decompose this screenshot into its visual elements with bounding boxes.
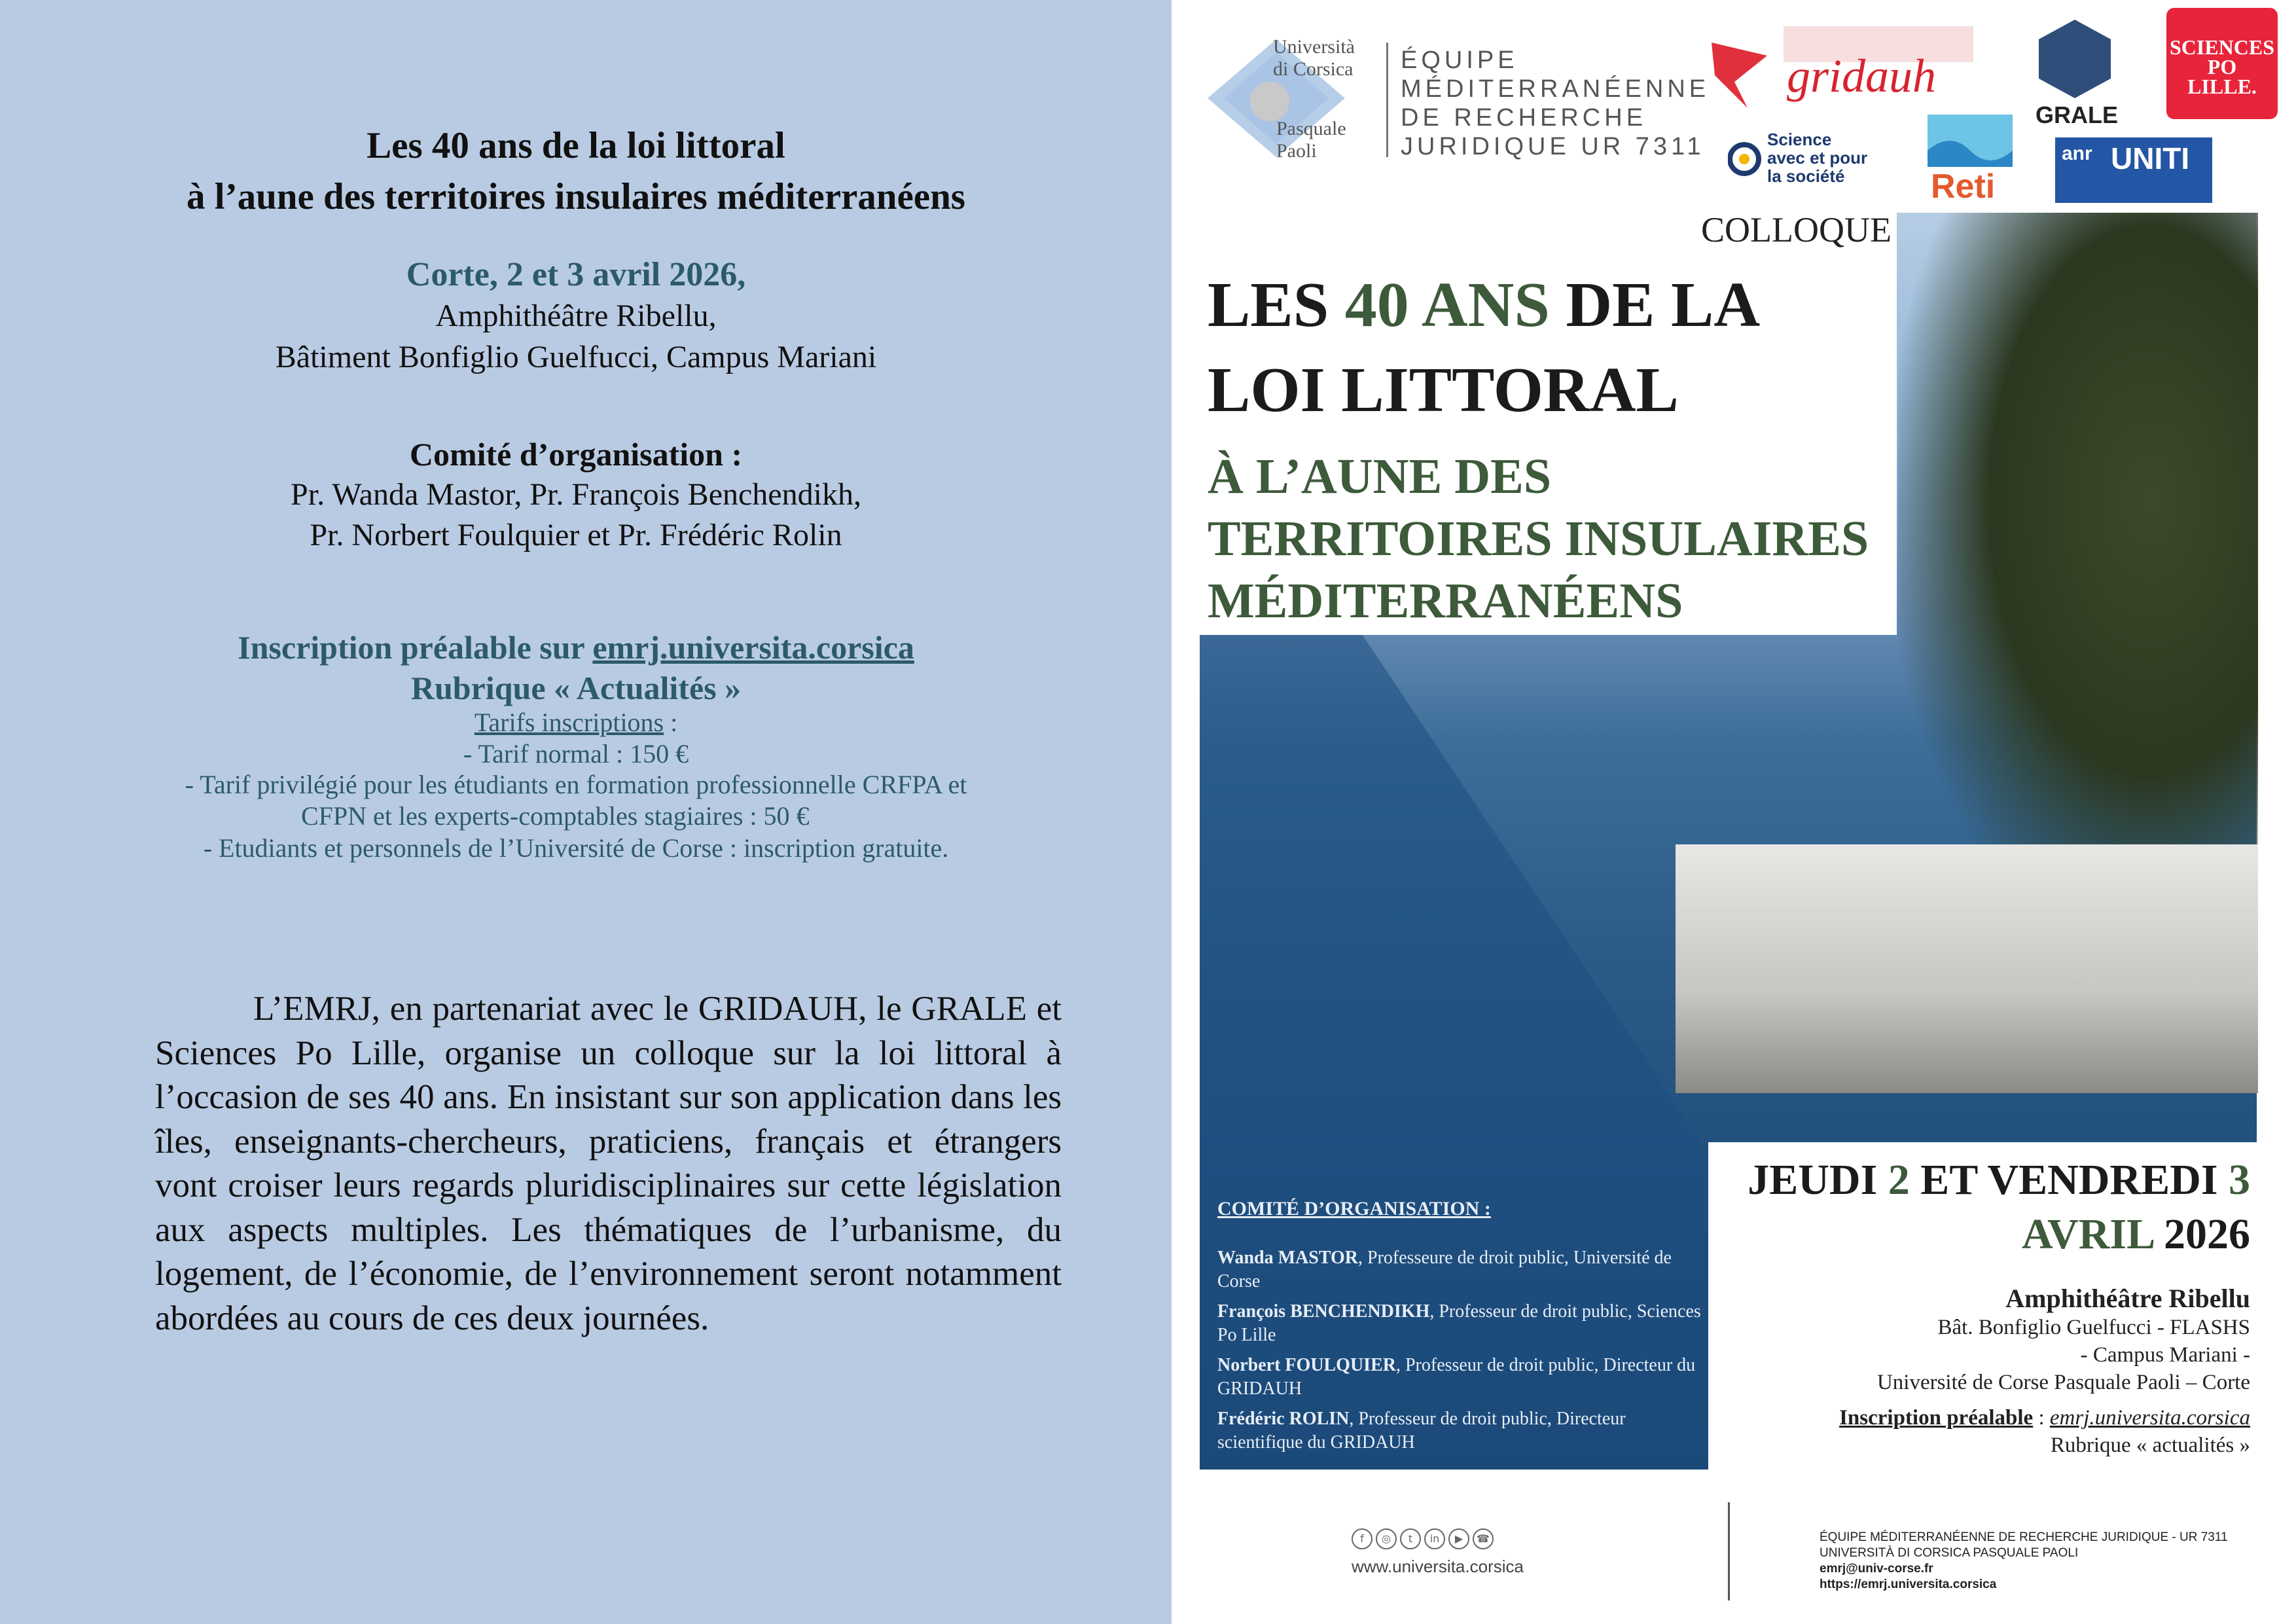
poster-subtitle-line2: TERRITOIRES INSULAIRES [1208,511,1869,566]
committee-heading: Comité d’organisation : [409,436,743,473]
poster-registration-link[interactable]: emrj.universita.corsica [2049,1406,2250,1430]
grale-hexagon-icon [2036,16,2114,101]
member-role: , Professeur de droit public, Directeur scientifique du GRIDAUH [1217,1409,1626,1453]
emrj-wordmark [1401,46,1710,161]
scpo-line3: LILLE. [2187,75,2257,98]
gridauh-text: gridauh [1787,50,1937,102]
committee-member [1217,1354,1702,1401]
footer-divider [1728,1502,1730,1600]
reti-logo [1924,111,2016,203]
footer-url[interactable]: https://emrj.universita.corsica [1820,1578,1997,1591]
date-part: 2 [1888,1156,1910,1204]
poster-committee [1217,1198,1702,1461]
venue-line1: Amphithéâtre Ribellu, [435,298,717,333]
event-date: Corte, 2 et 3 avril 2026, [406,256,746,293]
poster-subtitle-line3: MÉDITERRANÉENS [1208,573,1683,628]
rubrique-label: Rubrique « Actualités » [410,670,742,706]
poster-venue-title: Amphithéâtre Ribellu [2005,1284,2250,1313]
poster-registration [1715,1406,2250,1430]
date-line1 [1715,1155,2250,1205]
tarif-normal: - Tarif normal : 150 € [463,739,689,768]
sciences-po-lille-logo [2166,8,2278,119]
scpo-line1: SCIENCES [2169,35,2275,59]
registration-line [79,628,1073,666]
poster-registration-label: Inscription préalable [1839,1406,2034,1430]
page-title-line1: Les 40 ans de la loi littoral [367,125,785,166]
poster-title-line2: LOI LITTORAL [1208,355,1679,425]
date-part: 2026 [2153,1210,2250,1258]
date-line2 [1715,1210,2250,1259]
universita-text-top [1273,36,1355,81]
scpo-line2: PO [2207,55,2237,79]
title-part-c: DE LA [1549,270,1761,340]
poster-subtitle-line1: À L’AUNE DES [1208,449,1552,504]
poster-registration-sep: : [2033,1406,2050,1430]
member-name: Norbert FOULQUIER [1217,1355,1396,1375]
member-role: , Professeur de droit public, Sciences Po Lille [1217,1301,1701,1345]
univ-line1: Università [1273,36,1355,58]
uniti-text: UNITI [2111,141,2190,175]
colloque-label: COLLOQUE [1701,210,1892,249]
emr-line4: JURIDIQUE UR 7311 [1401,133,1705,160]
emr-line3: DE RECHERCHE [1401,104,1647,132]
logo-divider [1386,43,1388,157]
poster-venue-line2: Bât. Bonfiglio Guelfucci - FLASHS [1937,1316,2250,1339]
social-icons [1352,1528,1502,1555]
committee-line2: Pr. Norbert Foulquier et Pr. Frédéric Rolin [310,518,842,552]
poster-rubrique: Rubrique « actualités » [2050,1434,2250,1457]
science-line2: avec et pour [1767,148,1868,168]
twitter-icon[interactable]: t [1400,1528,1421,1549]
committee-line1: Pr. Wanda Mastor, Pr. François Benchendikh, [291,477,861,512]
universita-text-bottom [1276,118,1346,162]
tarif-privilegie-line2: CFPN et les experts-comptables stagiaires : 50 € [301,801,810,831]
date-part: AVRIL [2021,1210,2153,1258]
anr-uniti-logo [2055,137,2212,203]
venue-line2: Bâtiment Bonfiglio Guelfucci, Campus Mariani [275,340,877,374]
reti-text: Reti [1931,168,1996,203]
univ-line3: Pasquale [1276,118,1346,139]
linkedin-icon[interactable]: in [1424,1528,1445,1549]
tarifs-heading-text: Tarifs inscriptions [474,708,664,737]
tarifs-heading [79,707,1073,738]
tree-foliage [1898,213,2258,933]
title-part-b: 40 ANS [1344,270,1550,340]
registration-link[interactable]: emrj.universita.corsica [592,629,914,666]
gridauh-logo [1708,23,1977,115]
footer-website[interactable]: www.universita.corsica [1352,1557,1524,1576]
grale-text: GRALE [2036,101,2118,128]
tarif-privilegie-line1: - Tarif privilégié pour les étudiants en formation professionnelle CRFPA et [185,770,967,799]
registration-prefix: Inscription préalable sur [238,629,593,666]
footer-line1: ÉQUIPE MÉDITERRANÉENNE DE RECHERCHE JURIDIQUE - UR 7311 [1820,1530,2228,1544]
page-title-line2: à l’aune des territoires insulaires méditerranéens [187,176,965,217]
footer-line2: UNIVERSITÀ DI CORSICA PASQUALE PAOLI [1820,1546,2079,1560]
tarifs-colon: : [664,708,678,737]
science-avec-societe-logo [1728,128,1892,190]
poster-committee-heading: COMITÉ D’ORGANISATION : [1217,1198,1491,1219]
univ-line4: Paoli [1276,140,1317,162]
univ-line2: di Corsica [1273,58,1354,80]
tarif-gratuit: - Etudiants et personnels de l’Université de Corse : inscription gratuite. [203,833,949,863]
member-name: Frédéric ROLIN [1217,1409,1350,1429]
footer-email[interactable]: emrj@univ-corse.fr [1820,1562,1933,1576]
instagram-icon[interactable]: ◎ [1376,1528,1397,1549]
science-line3: la société [1767,166,1845,186]
science-line1: Science [1767,130,1832,149]
poster-venue-line3: - Campus Mariani - [2080,1343,2250,1367]
committee-member [1217,1246,1702,1293]
committee-member [1217,1300,1702,1347]
member-name: François BENCHENDIKH [1217,1301,1430,1322]
member-role: , Professeure de droit public, Université de Corse [1217,1248,1672,1291]
facebook-icon[interactable]: f [1352,1528,1372,1549]
date-part: ET VENDREDI [1909,1156,2229,1204]
anr-text: anr [2062,143,2092,164]
youtube-icon[interactable]: ▶ [1448,1528,1469,1549]
poster-title-line1 [1208,268,1760,342]
phone-icon[interactable]: ☎ [1473,1528,1494,1549]
description-paragraph: L’EMRJ, en partenariat avec le GRIDAUH, le GRALE et Sciences Po Lille, organise un colloque sur la loi littoral à l’occasion de ses 40 ans. En insistant sur son application dans les îles, enseignants-chercheurs, praticiens, français et étrangers vont croiser leurs regards pluridisciplinaires sur cette législation aux aspects multiples. Les thématiques de l’urbanisme, du logement, de l’économie, de l’environnement seront notamment abordées au cours de ces deux journées. [155,990,1062,1337]
emr-line2: MÉDITERRANÉENNE [1401,75,1710,103]
poster-venue-line4: Université de Corse Pasquale Paoli – Corte [1876,1371,2250,1394]
member-name: Wanda MASTOR [1217,1248,1358,1268]
date-part: JEUDI [1748,1156,1888,1204]
seaside-building [1676,844,2258,1093]
committee-member [1217,1407,1702,1454]
member-role: , Professeur de droit public, Directeur du GRIDAUH [1217,1355,1696,1399]
date-part: 3 [2229,1156,2250,1204]
emr-line1: ÉQUIPE [1401,46,1518,74]
title-part-a: LES [1208,270,1345,340]
